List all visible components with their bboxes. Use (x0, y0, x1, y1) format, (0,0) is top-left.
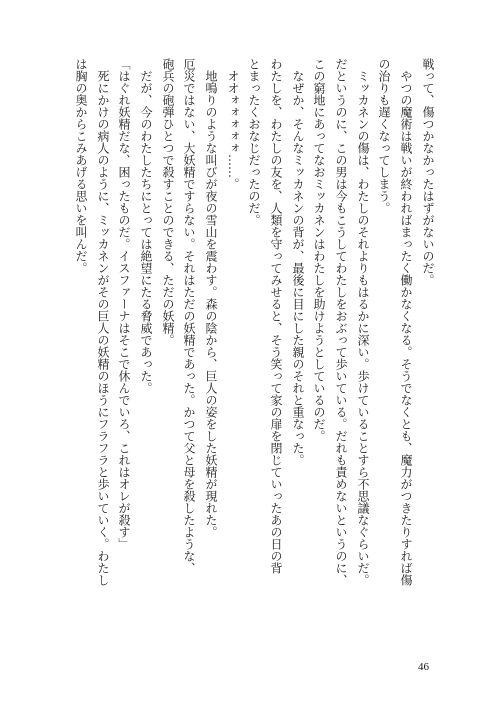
text-line: わたしを、わたしの友を、人類を守ってみせると、そう笑って家の扉を閉じていったあの日の背 (269, 58, 283, 574)
text-line: 厄災ではない、大妖精ですらない。それはただの妖精であった。かつて父と母を殺したような、 (182, 58, 196, 574)
text-line: オオォォォォォ……。 (226, 70, 240, 190)
text-line: だが、今のわたしたちにとっては絶望にたる脅威であった。 (139, 70, 153, 394)
text-line: の治りも遅くなってしまう。 (377, 58, 391, 214)
text-line: ミッカネンの傷は、わたしのそれよりもはるかに深い。歩けていることすら不思議なぐらいだ。 (356, 70, 370, 586)
text-line: だというのに、この男は今もこうしてわたしをおぶって歩いている。だれも責めないというのに、 (334, 58, 348, 586)
text-line: なぜか、そんなミッカネンの背が、最後に目にした親のそれと重なった。 (291, 70, 305, 466)
page-number: 46 (418, 661, 429, 673)
text-line: とまったくおなじだったのだ。 (247, 58, 261, 226)
dialogue-line: 「はぐれ妖精だな、困ったものだ。イスファーナはそこで休んでいろ、これはオレが殺す」 (117, 58, 131, 550)
text-line: 戦って、傷つかなかったはずがないのだ。 (421, 58, 435, 286)
text-line: は胸の奥からこみあげる思いを叫んだ。 (74, 58, 88, 274)
text-line: この窮地にあってなおミッカネンはわたしを助けようとしているのだ。 (312, 58, 326, 442)
text-line: 死にかけの病人のように、ミッカネンがその巨人の妖精のほうにフラフラと歩いていく。わたし (96, 70, 110, 586)
text-line: 砲兵の砲弾ひとつで殺すことのできる、ただの妖精。 (161, 58, 175, 346)
text-line: 地鳴りのような叫びが夜の雪山を震わす。森の陰から、巨人の姿をした妖精が現れた。 (204, 70, 218, 538)
text-line: やつの魔術は戦いが終わればまったく働かなくなる。そうでなくとも、魔力がつきたりすれば傷 (399, 70, 413, 586)
